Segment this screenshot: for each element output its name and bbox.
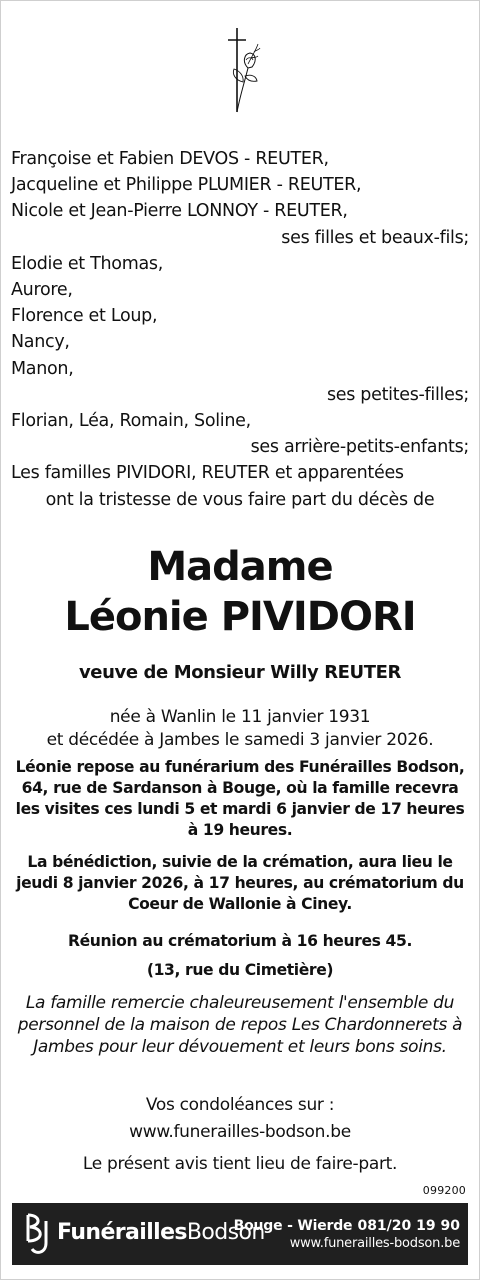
footer-website[interactable]: www.funerailles-bodson.be bbox=[289, 1236, 460, 1251]
greatgrandchildren-label: ses arrière-petits-enfants; bbox=[250, 437, 469, 458]
granddaughter-line: Aurore, bbox=[11, 280, 73, 301]
granddaughter-line: Florence et Loup, bbox=[11, 306, 158, 327]
rest-info: Léonie repose au funérarium des Funérailles Bodson, 64, rue de Sardanson à Bouge, où la famille recevra les visites ces lundi 5 et mardi 6 janvier de 17 heures à 19 heures. bbox=[15, 758, 465, 839]
life-dates bbox=[0, 706, 480, 752]
deceased-title: Madame bbox=[147, 544, 333, 590]
announcement-line: ont la tristesse de vous faire part du décès de bbox=[45, 489, 435, 510]
birth-line: née à Wanlin le 11 janvier 1931 bbox=[109, 707, 371, 727]
family-line: Jacqueline et Philippe PLUMIER - REUTER, bbox=[11, 175, 362, 196]
reference-code: 099200 bbox=[422, 1184, 466, 1197]
death-line: et décédée à Jambes le samedi 3 janvier 2026. bbox=[46, 730, 434, 750]
meeting-info: Réunion au crématorium à 16 heures 45. bbox=[68, 932, 412, 950]
notice-text: Le présent avis tient lieu de faire-part. bbox=[82, 1154, 398, 1174]
footer-contact bbox=[234, 1215, 460, 1251]
granddaughters-label: ses petites-filles; bbox=[326, 384, 469, 405]
widow-of: veuve de Monsieur Willy REUTER bbox=[78, 662, 402, 683]
granddaughter-line: Elodie et Thomas, bbox=[11, 253, 163, 274]
granddaughter-line: Manon, bbox=[11, 358, 74, 379]
bodson-logo-icon bbox=[22, 1211, 56, 1257]
family-list bbox=[11, 146, 469, 513]
families-line: Les familles PIVIDORI, REUTER et apparentées bbox=[11, 463, 404, 484]
condolences-link[interactable]: www.funerailles-bodson.be bbox=[129, 1122, 351, 1142]
condolences-label: Vos condoléances sur : bbox=[145, 1095, 335, 1115]
brand-part-light: Bodson bbox=[186, 1220, 265, 1245]
greatgrandchildren-line: Florian, Léa, Romain, Soline, bbox=[11, 411, 251, 432]
condolences bbox=[0, 1092, 480, 1146]
ceremony-info: La bénédiction, suivie de la crémation, aura lieu le jeudi 8 janvier 2026, à 17 heures, au crématorium du Coeur de Wallonie à Ciney. bbox=[16, 853, 464, 913]
ceremony-address: (13, rue du Cimetière) bbox=[146, 961, 334, 979]
footer-banner bbox=[12, 1203, 468, 1265]
footer-phone[interactable]: 081/20 19 90 bbox=[357, 1218, 460, 1234]
granddaughter-line: Nancy, bbox=[11, 332, 70, 353]
family-line: Françoise et Fabien DEVOS - REUTER, bbox=[11, 149, 329, 169]
footer-locations: Bouge - Wierde bbox=[233, 1218, 353, 1234]
thanks-text: La famille remercie chaleureusement l'ensemble du personnel de la maison de repos Les Chardonnerets à Jambes pour leur dévouement et leurs bons soins. bbox=[17, 993, 463, 1057]
cross-rose-icon bbox=[218, 26, 262, 116]
brand-part-bold: Funérailles bbox=[57, 1220, 187, 1245]
daughters-label: ses filles et beaux-fils; bbox=[281, 227, 469, 248]
deceased-name: Léonie PIVIDORI bbox=[64, 594, 416, 640]
family-line: Nicole et Jean-Pierre LONNOY - REUTER, bbox=[11, 201, 348, 222]
